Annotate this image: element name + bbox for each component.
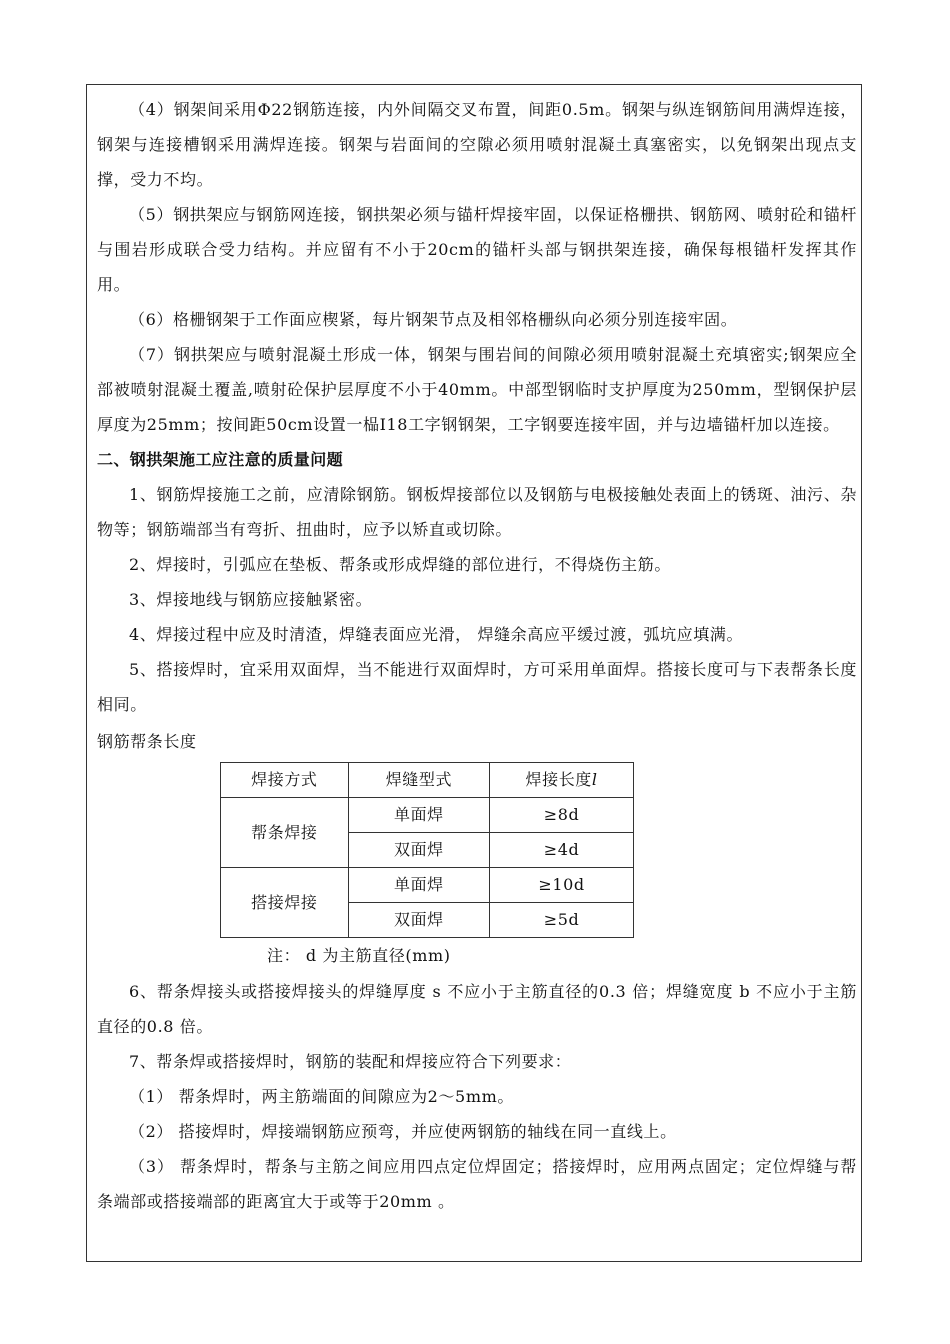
document-body: [97, 92, 857, 1219]
paragraph-item-1: 1、钢筋焊接施工之前，应清除钢筋。钢板焊接部位以及钢筋与电极接触处表面上的锈斑、油污、杂物等；钢筋端部当有弯折、扭曲时，应予以矫直或切除。: [97, 485, 857, 539]
paragraph-steel-frame-connection: （4）钢架间采用Φ22钢筋连接，内外间隔交叉布置，间距0.5m。钢架与纵连钢筋间用满焊连接，钢架与连接槽钢采用满焊连接。钢架与岩面间的空隙必须用喷射混凝土真塞密实，以免钢架出现点支撑，受力不均。: [97, 100, 857, 189]
paragraph-item-7: 7、帮条焊或搭接焊时，钢筋的装配和焊接应符合下列要求：: [129, 1052, 572, 1071]
table-header-row: [221, 763, 634, 798]
paragraph-sub-3: （3） 帮条焊时，帮条与主筋之间应用四点定位焊固定；搭接焊时，应用两点固定；定位焊缝与帮条端部或搭接端部的距离宜大于或等于20mm 。: [97, 1157, 857, 1211]
weld-length-table: [220, 762, 634, 938]
header-weld-length: [490, 763, 634, 798]
header-length-symbol: l: [591, 770, 598, 789]
table-caption: 钢筋帮条长度: [97, 732, 197, 751]
table-row: [221, 868, 634, 903]
cell-seam: 单面焊: [348, 798, 489, 833]
paragraph-sub-2: （2） 搭接焊时，焊接端钢筋应预弯，并应使两钢筋的轴线在同一直线上。: [129, 1122, 677, 1141]
paragraph-shotcrete-cover: （7）钢拱架应与喷射混凝土形成一体，钢架与围岩间的间隙必须用喷射混凝土充填密实;钢架应全部被喷射混凝土覆盖,喷射砼保护层厚度不小于40mm。中部型钢临时支护厚度为250mm，型钢保护层厚度为25mm；按间距50cm设置一榀I18工字钢钢架，工字钢要连接牢固，并与边墙锚杆加以连接。: [97, 345, 857, 434]
cell-length: ≥5d: [490, 903, 634, 938]
paragraph-item-5: 5、搭接焊时，宜采用双面焊，当不能进行双面焊时，方可采用单面焊。搭接长度可与下表帮条长度相同。: [97, 660, 857, 714]
cell-seam: 单面焊: [348, 868, 489, 903]
cell-method-strap: 帮条焊接: [221, 798, 349, 868]
section-heading: 二、钢拱架施工应注意的质量问题: [97, 450, 344, 469]
paragraph-sub-1: （1） 帮条焊时，两主筋端面的间隙应为2～5mm。: [129, 1087, 514, 1106]
cell-seam: 双面焊: [348, 833, 489, 868]
table-row: [221, 798, 634, 833]
paragraph-item-4: 4、焊接过程中应及时清渣，焊缝表面应光滑， 焊缝余高应平缓过渡，弧坑应填满。: [129, 625, 744, 644]
cell-length: ≥8d: [490, 798, 634, 833]
cell-length: ≥4d: [490, 833, 634, 868]
paragraph-item-6: 6、帮条焊接头或搭接焊接头的焊缝厚度 s 不应小于主筋直径的0.3 倍；焊缝宽度 b 不应小于主筋直径的0.8 倍。: [97, 982, 857, 1036]
paragraph-mesh-connection: （5）钢拱架应与钢筋网连接，钢拱架必须与锚杆焊接牢固，以保证格栅拱、钢筋网、喷射砼和锚杆与围岩形成联合受力结构。并应留有不小于20cm的锚杆头部与钢拱架连接，确保每根锚杆发挥其作用。: [97, 205, 857, 294]
header-weld-method: 焊接方式: [221, 763, 349, 798]
paragraph-item-2: 2、焊接时，引弧应在垫板、帮条或形成焊缝的部位进行，不得烧伤主筋。: [129, 555, 671, 574]
paragraph-item-3: 3、焊接地线与钢筋应接触紧密。: [129, 590, 373, 609]
table-note: 注： d 为主筋直径(mm): [267, 946, 451, 965]
paragraph-wedge-tight: （6）格栅钢架于工作面应楔紧，每片钢架节点及相邻格栅纵向必须分别连接牢固。: [129, 310, 738, 329]
header-seam-type: 焊缝型式: [348, 763, 489, 798]
header-weld-length-text: 焊接长度: [525, 770, 592, 789]
cell-method-lap: 搭接焊接: [221, 868, 349, 938]
cell-seam: 双面焊: [348, 903, 489, 938]
cell-length: ≥10d: [490, 868, 634, 903]
